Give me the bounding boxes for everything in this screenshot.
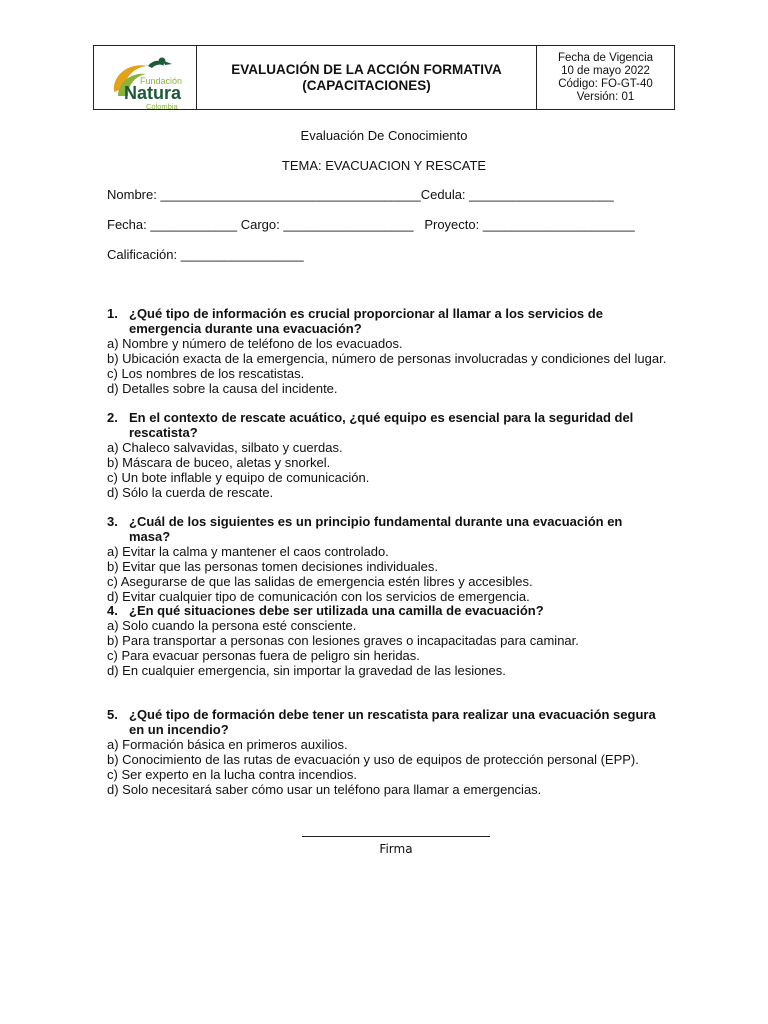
question-title (107, 603, 667, 618)
question-4 (107, 603, 667, 678)
calificacion-field[interactable]: Calificación: _________________ (107, 247, 304, 262)
answer-option[interactable]: c) Un bote inflable y equipo de comunicación. (107, 470, 370, 485)
question-text: ¿Qué tipo de información es crucial proporcionar al llamar a los servicios de emergencia durante una evacuación? (129, 306, 603, 336)
answer-option[interactable]: d) Solo necesitará saber cómo usar un teléfono para llamar a emergencias. (107, 782, 542, 797)
question-title (107, 514, 667, 544)
answer-option[interactable]: d) Evitar cualquier tipo de comunicación con los servicios de emergencia. (107, 589, 530, 604)
name-cedula-field[interactable]: Nombre: ____________________________________Cedula: ____________________ (107, 187, 614, 202)
logo-text-fundacion: Fundación (140, 76, 183, 86)
meta-version: Versión: 01 (576, 90, 635, 103)
question-text: En el contexto de rescate acuático, ¿qué equipo es esencial para la seguridad del rescatista? (129, 410, 634, 440)
document-title (197, 46, 537, 109)
question-number: 1. (107, 306, 118, 321)
question-5 (107, 707, 667, 797)
question-title (107, 306, 667, 336)
question-3 (107, 514, 667, 604)
question-title (107, 410, 667, 440)
answer-option[interactable]: c) Para evacuar personas fuera de peligro sin heridas. (107, 648, 420, 663)
meta-vigencia-label: Fecha de Vigencia (557, 51, 654, 64)
answer-option[interactable]: d) Detalles sobre la causa del incidente. (107, 381, 338, 396)
answer-option[interactable]: b) Ubicación exacta de la emergencia, número de personas involucradas y condiciones del lugar. (107, 351, 667, 366)
logo-text-natura: Natura (124, 83, 182, 103)
question-title (107, 707, 667, 737)
question-number: 3. (107, 514, 118, 529)
logo-cell (94, 46, 197, 109)
question-text: ¿Qué tipo de formación debe tener un rescatista para realizar una evacuación segura en un incendio? (129, 707, 656, 737)
answer-option[interactable]: d) En cualquier emergencia, sin importar la gravedad de las lesiones. (107, 663, 506, 678)
answer-option[interactable]: a) Evitar la calma y mantener el caos controlado. (107, 544, 389, 559)
answer-option[interactable]: b) Para transportar a personas con lesiones graves o incapacitadas para caminar. (107, 633, 579, 648)
meta-code: Código: FO-GT-40 (558, 77, 653, 90)
answer-option[interactable]: a) Solo cuando la persona esté consciente. (107, 618, 357, 633)
title-line-1: EVALUACIÓN DE LA ACCIÓN FORMATIVA (231, 61, 502, 77)
answer-option[interactable]: a) Formación básica en primeros auxilios. (107, 737, 348, 752)
answer-option[interactable]: d) Sólo la cuerda de rescate. (107, 485, 274, 500)
answer-option[interactable]: a) Nombre y número de teléfono de los evacuados. (107, 336, 403, 351)
meta-date: 10 de mayo 2022 (561, 64, 650, 77)
signature-line[interactable] (302, 836, 490, 837)
question-text: ¿En qué situaciones debe ser utilizada una camilla de evacuación? (129, 603, 544, 618)
logo-text-colombia: Colombia (146, 102, 178, 111)
answer-option[interactable]: c) Los nombres de los rescatistas. (107, 366, 305, 381)
answer-option[interactable]: b) Conocimiento de las rutas de evacuación y uso de equipos de protección personal (EPP). (107, 752, 639, 767)
document-meta (537, 46, 674, 109)
signature-label: Firma (379, 842, 413, 856)
question-1 (107, 306, 667, 396)
date-cargo-proyecto-field[interactable]: Fecha: ____________ Cargo: __________________ Proyecto: _____________________ (107, 217, 635, 232)
answer-option[interactable]: c) Ser experto en la lucha contra incendios. (107, 767, 358, 782)
topic-title: TEMA: EVACUACION Y RESCATE (281, 158, 487, 173)
question-2 (107, 410, 667, 500)
title-line-2: (CAPACITACIONES) (302, 77, 431, 93)
question-text: ¿Cuál de los siguientes es un principio fundamental durante una evacuación en masa? (129, 514, 623, 544)
answer-option[interactable]: b) Evitar que las personas tomen decisiones individuales. (107, 559, 438, 574)
answer-option[interactable]: c) Asegurarse de que las salidas de emergencia estén libres y accesibles. (107, 574, 533, 589)
answer-option[interactable]: b) Máscara de buceo, aletas y snorkel. (107, 455, 331, 470)
question-number: 4. (107, 603, 118, 618)
answer-option[interactable]: a) Chaleco salvavidas, silbato y cuerdas. (107, 440, 343, 455)
question-number: 5. (107, 707, 118, 722)
question-number: 2. (107, 410, 118, 425)
header-table (93, 45, 675, 110)
subtitle: Evaluación De Conocimiento (300, 128, 468, 143)
